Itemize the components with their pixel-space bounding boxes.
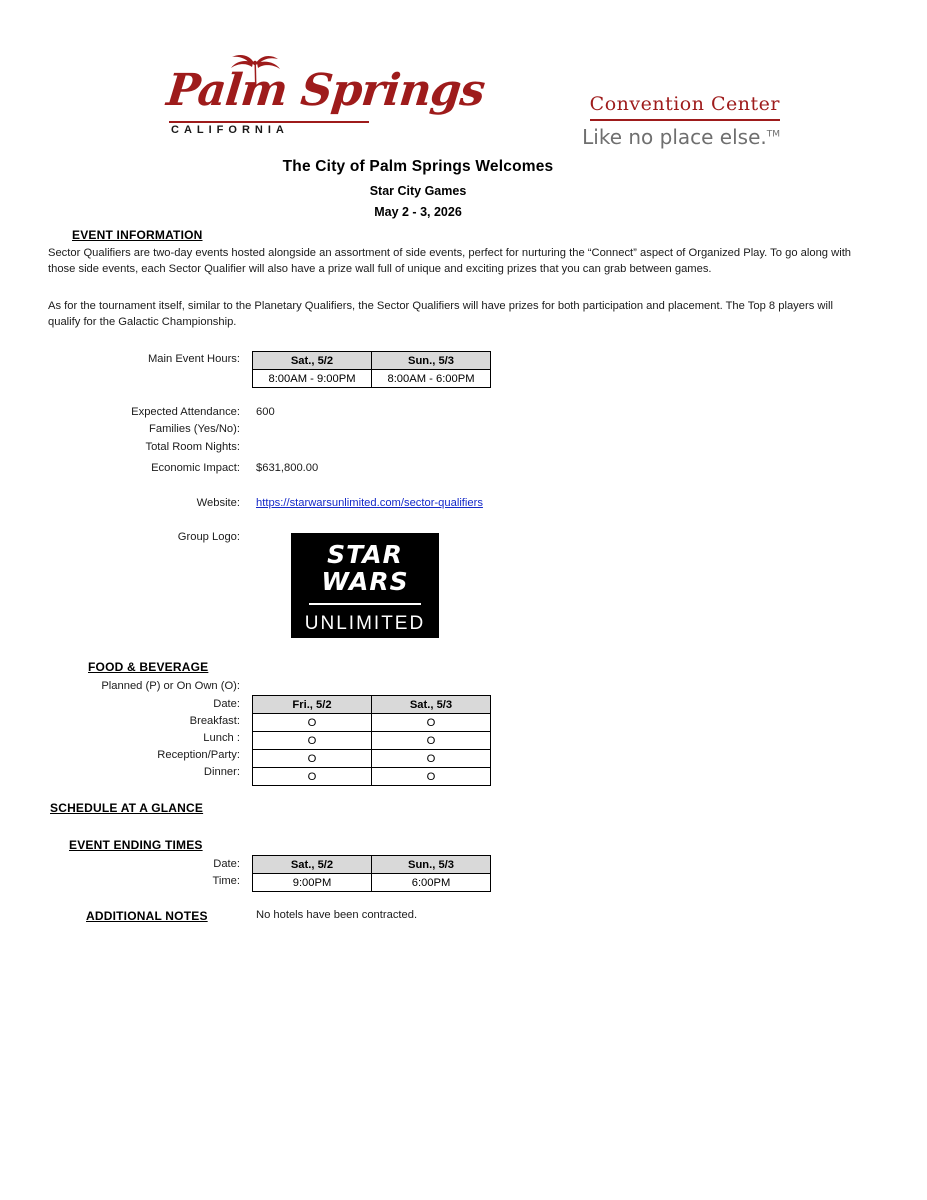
event-dates: May 2 - 3, 2026 — [374, 205, 462, 219]
convention-center-block — [520, 93, 780, 149]
section-heading-schedule-at-a-glance: SCHEDULE AT A GLANCE — [50, 801, 204, 815]
expected-attendance-label: Expected Attendance: — [131, 406, 240, 418]
palm-springs-wordmark: Palm Springs — [164, 65, 487, 116]
food-beverage-table — [252, 695, 491, 786]
economic-impact-label: Economic Impact: — [151, 462, 240, 474]
fb-dinner-day1: O — [253, 768, 372, 786]
logo-rule — [169, 121, 369, 123]
logo-line-unlimited: UNLIMITED — [304, 613, 426, 634]
fb-date-label: Date: — [213, 698, 240, 710]
star-wars-unlimited-logo — [291, 533, 439, 638]
website-label: Website: — [196, 497, 240, 509]
fb-lunch-day1: O — [253, 732, 372, 750]
main-event-hours-label: Main Event Hours: — [147, 353, 240, 365]
fb-lunch-label: Lunch : — [203, 732, 240, 744]
fb-breakfast-label: Breakfast: — [189, 715, 240, 727]
table-row — [253, 750, 491, 768]
additional-notes-text: No hotels have been contracted. — [256, 909, 418, 921]
section-heading-event-ending-times: EVENT ENDING TIMES — [69, 838, 203, 852]
fb-reception-day1: O — [253, 750, 372, 768]
ending-header-day2: Sun., 5/3 — [372, 856, 491, 874]
ending-header-day1: Sat., 5/2 — [253, 856, 372, 874]
logo-line-wars: WARS — [321, 567, 409, 596]
ending-time-day1: 9:00PM — [253, 874, 372, 892]
ending-time-label: Time: — [212, 875, 240, 887]
section-heading-food-beverage: FOOD & BEVERAGE — [88, 660, 209, 674]
fb-lunch-day2: O — [372, 732, 491, 750]
fb-header-day2: Sat., 5/3 — [372, 696, 491, 714]
fb-dinner-day2: O — [372, 768, 491, 786]
logo-divider — [309, 603, 421, 605]
fb-reception-day2: O — [372, 750, 491, 768]
logo-state-label: CALIFORNIA — [171, 124, 289, 136]
main-hours-value-day2: 8:00AM - 6:00PM — [372, 370, 491, 388]
ending-date-label: Date: — [213, 858, 240, 870]
logo-line-star: STAR — [327, 540, 403, 569]
convention-center-rule — [590, 119, 780, 121]
table-row — [253, 768, 491, 786]
tagline-trademark: TM — [766, 129, 780, 140]
main-hours-header-day2: Sun., 5/3 — [372, 352, 491, 370]
table-row — [253, 370, 491, 388]
table-row — [253, 856, 491, 874]
fb-dinner-label: Dinner: — [203, 766, 240, 778]
main-hours-header-day1: Sat., 5/2 — [253, 352, 372, 370]
fb-breakfast-day1: O — [253, 714, 372, 732]
palm-springs-logo — [164, 55, 487, 140]
title-block — [0, 158, 836, 219]
page-title: The City of Palm Springs Welcomes — [282, 158, 554, 175]
website-link[interactable]: https://starwarsunlimited.com/sector-qualifiers — [256, 497, 483, 509]
group-name: Star City Games — [369, 184, 467, 198]
fb-header-day1: Fri., 5/2 — [253, 696, 372, 714]
table-row — [253, 352, 491, 370]
main-event-hours-table — [252, 351, 491, 388]
event-info-paragraph-1: Sector Qualifiers are two-day events hosted alongside an assortment of side events, perfect for nurturing the “Connect” aspect of Organized Play. To go along with those side events, each Sector Qualifier will also have a prize wall full of unique and exciting prizes that you can grab between games. — [48, 247, 852, 275]
section-heading-event-information: EVENT INFORMATION — [72, 228, 203, 242]
group-logo-label: Group Logo: — [177, 531, 240, 543]
expected-attendance-value: 600 — [256, 406, 275, 418]
planned-or-own-label: Planned (P) or On Own (O): — [101, 680, 240, 692]
fb-breakfast-day2: O — [372, 714, 491, 732]
section-heading-additional-notes: ADDITIONAL NOTES — [86, 909, 208, 923]
tagline-text: Like no place else. — [582, 125, 767, 149]
table-row — [253, 732, 491, 750]
families-label: Families (Yes/No): — [149, 423, 240, 435]
main-hours-value-day1: 8:00AM - 9:00PM — [253, 370, 372, 388]
total-room-nights-label: Total Room Nights: — [145, 441, 240, 453]
table-row — [253, 696, 491, 714]
ending-time-day2: 6:00PM — [372, 874, 491, 892]
document-header — [0, 55, 927, 150]
fb-reception-label: Reception/Party: — [157, 749, 240, 761]
event-info-paragraph-2: As for the tournament itself, similar to the Planetary Qualifiers, the Sector Qualifiers will have prizes for both participation and placement. The Top 8 players will qualify for the Galactic Championship. — [48, 300, 833, 328]
table-row — [253, 714, 491, 732]
website-value[interactable] — [256, 497, 483, 509]
event-ending-times-table — [252, 855, 491, 892]
economic-impact-value: $631,800.00 — [256, 462, 319, 474]
convention-center-tagline — [520, 125, 780, 149]
table-row — [253, 874, 491, 892]
convention-center-title: Convention Center — [589, 93, 780, 115]
